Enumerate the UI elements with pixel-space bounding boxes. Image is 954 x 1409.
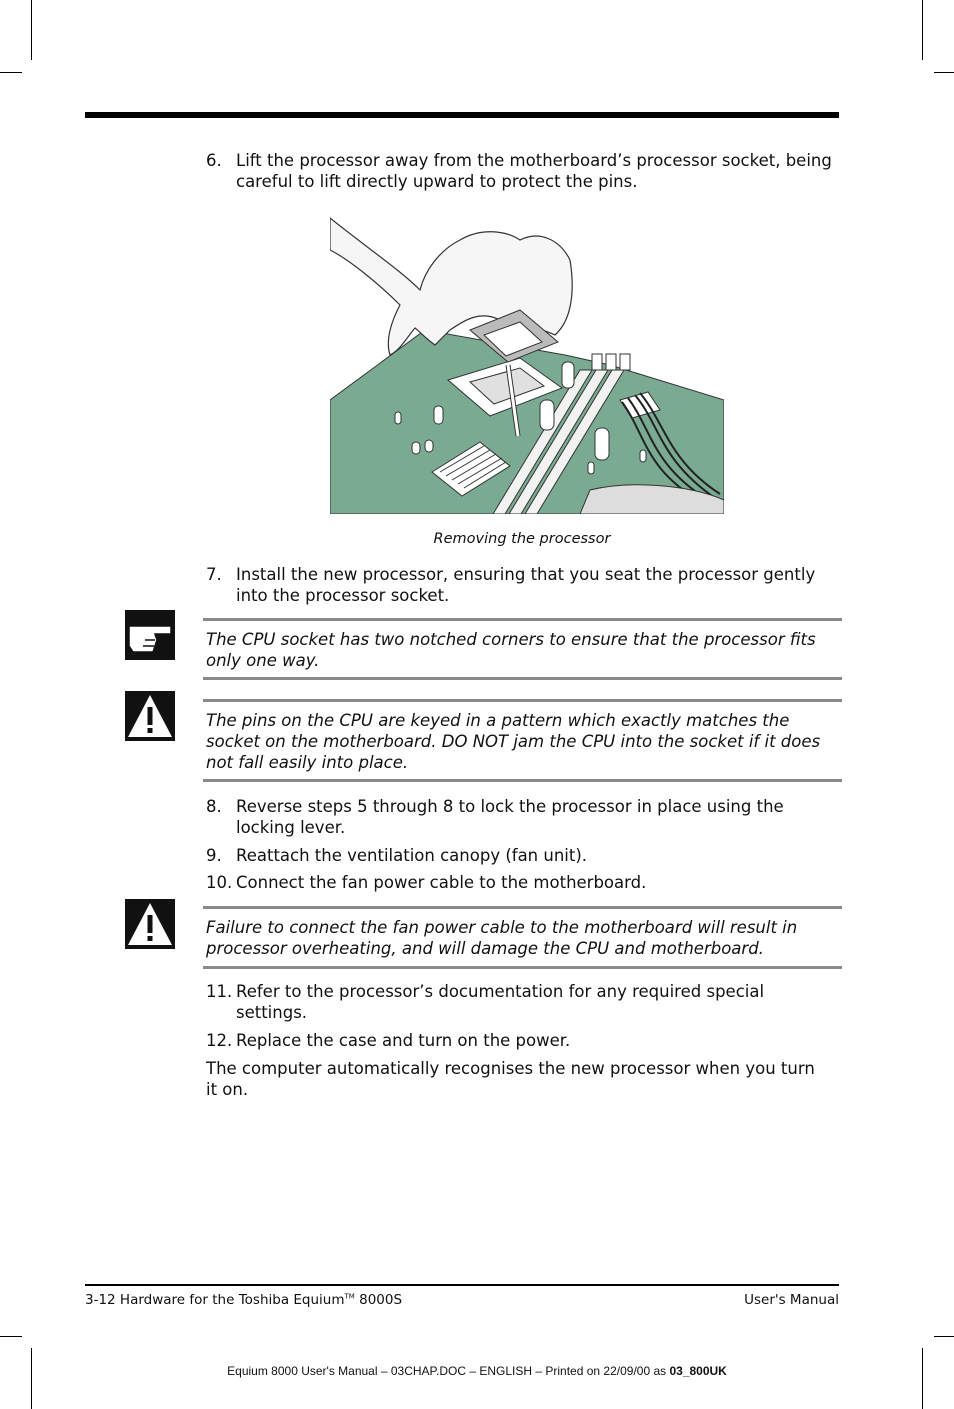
crop-mark bbox=[934, 1336, 954, 1337]
crop-mark bbox=[0, 1336, 22, 1337]
processor-removal-illustration bbox=[330, 210, 724, 514]
step-text: Connect the fan power cable to the motherboard. bbox=[236, 873, 647, 892]
step-number: 9. bbox=[206, 846, 222, 865]
warning-text: The pins on the CPU are keyed in a pattern which exactly matches the socket on the motherboard. DO NOT jam the CPU into the socket if it does not fall easily into place. bbox=[206, 711, 821, 772]
pointing-hand-icon bbox=[125, 610, 175, 660]
warning-icon bbox=[125, 691, 175, 741]
step-text: Replace the case and turn on the power. bbox=[236, 1031, 571, 1050]
closing-paragraph: The computer automatically recognises the new processor when you turn it on. bbox=[206, 1059, 815, 1099]
step-number: 12. bbox=[206, 1031, 233, 1050]
crop-mark bbox=[922, 0, 923, 60]
step-6 bbox=[206, 150, 838, 192]
footer-page-text: 3-12 Hardware for the Toshiba Equium bbox=[85, 1292, 345, 1308]
step-number: 10. bbox=[206, 873, 233, 892]
step-8 bbox=[206, 796, 838, 838]
note-box bbox=[203, 618, 842, 680]
warning-box bbox=[203, 906, 842, 969]
footer-rule bbox=[85, 1284, 839, 1286]
step-number: 11. bbox=[206, 982, 233, 1001]
step-number: 7. bbox=[206, 565, 222, 584]
crop-mark bbox=[0, 72, 22, 73]
note-text: The CPU socket has two notched corners to ensure that the processor fits only one way. bbox=[206, 630, 816, 670]
step-text: Install the new processor, ensuring that you seat the processor gently into the processor socket. bbox=[236, 565, 816, 605]
print-info bbox=[0, 1364, 954, 1378]
step-text: Refer to the processor’s documentation for any required special settings. bbox=[236, 982, 765, 1022]
step-text: Lift the processor away from the motherboard’s processor socket, being careful to lift directly upward to protect the pins. bbox=[236, 151, 832, 191]
warning-icon bbox=[125, 899, 175, 949]
warning-box bbox=[203, 699, 842, 782]
print-info-text: Equium 8000 User's Manual – 03CHAP.DOC – ENGLISH – Printed on 22/09/00 as bbox=[227, 1364, 670, 1378]
step-9 bbox=[206, 845, 838, 866]
step-text: Reattach the ventilation canopy (fan unit). bbox=[236, 846, 588, 865]
step-number: 8. bbox=[206, 797, 222, 816]
figure-caption: Removing the processor bbox=[433, 531, 611, 547]
footer-manual-title: User's Manual bbox=[744, 1292, 839, 1308]
footer-model: 8000S bbox=[354, 1292, 403, 1308]
warning-text: Failure to connect the fan power cable to the motherboard will result in processor overheating, and will damage the CPU and motherboard. bbox=[206, 918, 798, 958]
print-file-name: 03_800UK bbox=[669, 1364, 727, 1378]
step-number: 6. bbox=[206, 151, 222, 170]
crop-mark bbox=[922, 1348, 923, 1409]
step-7 bbox=[206, 564, 838, 606]
step-10 bbox=[206, 872, 838, 893]
step-text: Reverse steps 5 through 8 to lock the processor in place using the locking lever. bbox=[236, 797, 784, 837]
step-11 bbox=[206, 981, 838, 1023]
header-rule bbox=[85, 112, 839, 118]
crop-mark bbox=[31, 1348, 32, 1409]
step-12 bbox=[206, 1030, 838, 1051]
trademark-mark: TM bbox=[344, 1292, 355, 1301]
footer-page-reference bbox=[85, 1292, 402, 1308]
crop-mark bbox=[31, 0, 32, 60]
crop-mark bbox=[934, 72, 954, 73]
